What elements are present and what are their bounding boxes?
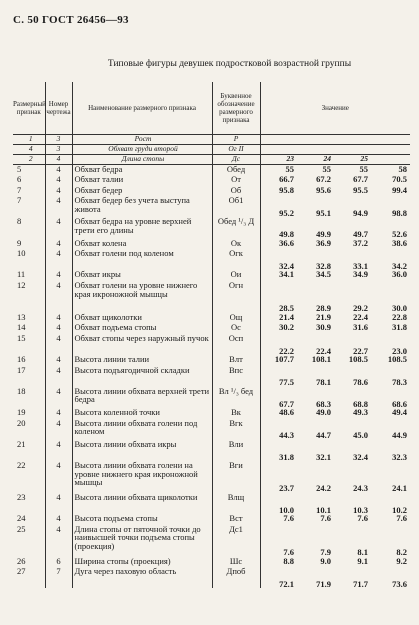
cell-value xyxy=(334,144,371,154)
cell-value: 8.2 xyxy=(396,547,407,558)
cell-value: 9.1 xyxy=(357,555,368,566)
cell-value: 78.3 xyxy=(392,377,407,388)
cell-abbr: Влщ xyxy=(212,493,260,514)
cell-drawing: 4 xyxy=(45,281,72,313)
cell-value xyxy=(260,144,297,154)
cell-value: 49.3 xyxy=(353,407,368,418)
cell-drawing: 4 xyxy=(45,514,72,525)
cell-abbr: От xyxy=(212,175,260,186)
cell-abbr: Шс xyxy=(212,557,260,568)
cell-value xyxy=(371,134,410,144)
cell-value xyxy=(371,144,410,154)
cell-value: 44.3 xyxy=(279,430,294,441)
table-row xyxy=(13,270,410,281)
table-row xyxy=(13,164,410,175)
table-row xyxy=(13,525,410,557)
cell-drawing: 4 xyxy=(45,249,72,270)
cell-value: 58 xyxy=(398,163,407,174)
cell-abbr: Обед xyxy=(212,164,260,175)
cell-value: 108.5 xyxy=(348,354,368,365)
cell-value: 95.6 xyxy=(316,184,331,195)
cell-drawing: 4 xyxy=(45,408,72,419)
measurements-table xyxy=(13,82,410,588)
cell-no: 21 xyxy=(13,440,45,461)
cell-name: Обхват колена xyxy=(72,239,212,250)
cell-name: Высота линии обхвата голени на уровне нижнего края икроножной мышцы xyxy=(72,461,212,493)
cell-value: 24.2 xyxy=(316,483,331,494)
cell-value: 98.8 xyxy=(392,207,407,218)
cell-drawing: 4 xyxy=(45,323,72,334)
cell-no: 5 xyxy=(13,164,45,175)
table-row xyxy=(13,249,410,270)
col-header-abbr: Буквенное обозначение размерного признака xyxy=(212,82,260,134)
cell-value: 32.4 xyxy=(353,451,368,462)
cell-value: 66.7 xyxy=(279,174,294,185)
cell-value: 31.8 xyxy=(279,451,294,462)
cell-value: 95.5 xyxy=(353,184,368,195)
cell-name: Высота подъема стопы xyxy=(72,514,212,525)
cell-value: 99.4 xyxy=(392,184,407,195)
cell-abbr: Об1 xyxy=(212,196,260,217)
cell-drawing: 4 xyxy=(45,164,72,175)
table-row xyxy=(13,557,410,568)
cell-value: 44.7 xyxy=(316,430,331,441)
cell-drawing: 4 xyxy=(45,355,72,366)
cell-name: Обхват голени под коленом xyxy=(72,249,212,270)
cell-name: Высота коленной точки xyxy=(72,408,212,419)
cell-value: 48.6 xyxy=(279,407,294,418)
cell-name: Высота линии обхвата верхней трети бедра xyxy=(72,387,212,408)
cell-value: 108.1 xyxy=(311,354,331,365)
cell-value: 8.1 xyxy=(357,547,368,558)
cell-no: 11 xyxy=(13,270,45,281)
cell-value: 49.9 xyxy=(316,229,331,240)
cell-abbr: Обед ¹/₃ Д xyxy=(212,217,260,238)
cell-abbr: Вгк xyxy=(212,419,260,440)
cell-value: 8.8 xyxy=(283,555,294,566)
cell-value: 7.9 xyxy=(320,547,331,558)
cell-value: 108.5 xyxy=(387,354,407,365)
cell-drawing: 4 xyxy=(45,525,72,557)
cell-value: 36.9 xyxy=(316,237,331,248)
cell-name: Обхват стопы через наружный пучок xyxy=(72,334,212,355)
cell-name: Высота линии обхвата голени под коленом xyxy=(72,419,212,440)
cell-drawing: 7 xyxy=(45,567,72,588)
cell-abbr: Огн xyxy=(212,281,260,313)
cell-abbr: Ок xyxy=(212,239,260,250)
cell-value: 67.7 xyxy=(353,174,368,185)
table-row xyxy=(13,217,410,238)
cell-value: 45.0 xyxy=(353,430,368,441)
cell-name: Обхват груди второй xyxy=(72,144,212,154)
cell-no: 8 xyxy=(13,217,45,238)
cell-value: 10.0 xyxy=(279,504,294,515)
cell-name: Длина стопы от пяточной точки до наивысшей точки подъема стопы (проекция) xyxy=(72,525,212,557)
cell-value: 36.6 xyxy=(279,237,294,248)
cell-value: 22.2 xyxy=(279,345,294,356)
cell-drawing: 4 xyxy=(45,461,72,493)
cell-drawing: 4 xyxy=(45,493,72,514)
cell-value: 23 xyxy=(260,154,297,164)
table-row xyxy=(13,567,410,588)
cell-value: 21.9 xyxy=(316,311,331,322)
cell-value xyxy=(260,134,297,144)
cell-abbr: Осп xyxy=(212,334,260,355)
cell-value: 68.8 xyxy=(353,398,368,409)
cell-abbr: Ог II xyxy=(212,144,260,154)
cell-abbr: Р xyxy=(212,134,260,144)
cell-abbr: Дс xyxy=(212,154,260,164)
cell-no: 13 xyxy=(13,313,45,324)
cell-value xyxy=(334,134,371,144)
cell-no: 7 xyxy=(13,186,45,197)
cell-abbr: Вги xyxy=(212,461,260,493)
cell-abbr: Впс xyxy=(212,366,260,387)
cell-value: 7.6 xyxy=(283,513,294,524)
cell-drawing: 4 xyxy=(45,313,72,324)
cell-drawing: 4 xyxy=(45,154,72,164)
cell-no: 23 xyxy=(13,493,45,514)
cell-no: 1 xyxy=(13,134,45,144)
table-row xyxy=(13,313,410,324)
cell-value: 44.9 xyxy=(392,430,407,441)
cell-name: Дуга через паховую область xyxy=(72,567,212,588)
cell-value xyxy=(371,154,410,164)
cell-abbr: Вл ¹/₃ бед xyxy=(212,387,260,408)
cell-value: 95.1 xyxy=(316,207,331,218)
col-header-value: Значение xyxy=(260,82,410,134)
cell-drawing: 4 xyxy=(45,366,72,387)
cell-name: Обхват бедер xyxy=(72,186,212,197)
cell-name: Обхват икры xyxy=(72,270,212,281)
cell-value: 22.8 xyxy=(392,311,407,322)
cell-value: 34.5 xyxy=(316,269,331,280)
cell-value: 29.2 xyxy=(353,303,368,314)
cell-value: 10.1 xyxy=(316,504,331,515)
cell-drawing: 4 xyxy=(45,175,72,186)
cell-value: 25 xyxy=(334,154,371,164)
col-header-name: Наименование размерного признака xyxy=(72,82,212,134)
cell-value: 34.2 xyxy=(392,260,407,271)
cell-value: 37.2 xyxy=(353,237,368,248)
cell-value: 10.2 xyxy=(392,504,407,515)
cell-no: 27 xyxy=(13,567,45,588)
cell-drawing: 4 xyxy=(45,186,72,197)
cell-value: 32.8 xyxy=(316,260,331,271)
cell-no: 15 xyxy=(13,334,45,355)
cell-value: 78.6 xyxy=(353,377,368,388)
cell-abbr: Об xyxy=(212,186,260,197)
cell-value: 22.4 xyxy=(316,345,331,356)
cell-drawing: 4 xyxy=(45,440,72,461)
cell-value: 23.7 xyxy=(279,483,294,494)
cell-drawing: 4 xyxy=(45,334,72,355)
table-row xyxy=(13,387,410,408)
cell-value: 7.6 xyxy=(283,547,294,558)
cell-value: 95.8 xyxy=(279,184,294,195)
cell-name: Обхват щиколотки xyxy=(72,313,212,324)
cell-value: 55 xyxy=(322,163,331,174)
cell-name: Рост xyxy=(72,134,212,144)
cell-value: 34.9 xyxy=(353,269,368,280)
table-row xyxy=(13,461,410,493)
cell-value: 52.6 xyxy=(392,229,407,240)
cell-drawing: 4 xyxy=(45,387,72,408)
cell-value: 30.0 xyxy=(392,303,407,314)
cell-abbr: Дпоб xyxy=(212,567,260,588)
cell-drawing: 4 xyxy=(45,217,72,238)
cell-value: 49.4 xyxy=(392,407,407,418)
table-row xyxy=(13,323,410,334)
cell-abbr: Вк xyxy=(212,408,260,419)
cell-value: 55 xyxy=(359,163,368,174)
cell-value: 49.7 xyxy=(353,229,368,240)
cell-abbr: Дс1 xyxy=(212,525,260,557)
table-row xyxy=(13,334,410,355)
cell-value: 22.4 xyxy=(353,311,368,322)
cell-drawing: 4 xyxy=(45,419,72,440)
page-header: С. 50 ГОСТ 26456—93 xyxy=(13,14,129,26)
cell-value: 68.6 xyxy=(392,398,407,409)
cell-name: Обхват бедра xyxy=(72,164,212,175)
cell-value: 32.3 xyxy=(392,451,407,462)
cell-no: 12 xyxy=(13,281,45,313)
cell-value: 71.9 xyxy=(316,578,331,589)
cell-value: 28.5 xyxy=(279,303,294,314)
table-body xyxy=(13,134,410,588)
cell-value: 7.6 xyxy=(396,513,407,524)
cell-value: 49.8 xyxy=(279,229,294,240)
table-row xyxy=(13,196,410,217)
cell-abbr: Ощ xyxy=(212,313,260,324)
col-header-no: Размерный признак xyxy=(13,82,45,134)
table-row xyxy=(13,493,410,514)
cell-drawing: 3 xyxy=(45,134,72,144)
cell-no: 7 xyxy=(13,196,45,217)
cell-value: 77.5 xyxy=(279,377,294,388)
cell-value: 24 xyxy=(297,154,334,164)
cell-value: 73.6 xyxy=(392,578,407,589)
cell-abbr: Вли xyxy=(212,440,260,461)
cell-name: Обхват подъема стопы xyxy=(72,323,212,334)
cell-value: 24.3 xyxy=(353,483,368,494)
table-row xyxy=(13,408,410,419)
cell-name: Высота подъягодичной складки xyxy=(72,366,212,387)
cell-name: Обхват бедра на уровне верхней трети его длины xyxy=(72,217,212,238)
cell-value: 32.4 xyxy=(279,260,294,271)
cell-no: 20 xyxy=(13,419,45,440)
cell-value: 23.0 xyxy=(392,345,407,356)
cell-value: 67.7 xyxy=(279,398,294,409)
cell-name: Высота линии обхвата икры xyxy=(72,440,212,461)
cell-value: 10.3 xyxy=(353,504,368,515)
table-row xyxy=(13,355,410,366)
table-row xyxy=(13,144,410,154)
cell-value xyxy=(297,134,334,144)
cell-no: 4 xyxy=(13,144,45,154)
cell-value: 28.9 xyxy=(316,303,331,314)
table-row xyxy=(13,440,410,461)
cell-value: 95.2 xyxy=(279,207,294,218)
cell-name: Длина стопы xyxy=(72,154,212,164)
cell-name: Высота линии талии xyxy=(72,355,212,366)
cell-no: 24 xyxy=(13,514,45,525)
cell-no: 10 xyxy=(13,249,45,270)
cell-abbr: Влт xyxy=(212,355,260,366)
table-row xyxy=(13,154,410,164)
cell-value: 68.3 xyxy=(316,398,331,409)
cell-value: 7.6 xyxy=(320,513,331,524)
cell-value: 67.2 xyxy=(316,174,331,185)
cell-drawing: 3 xyxy=(45,144,72,154)
cell-value xyxy=(297,144,334,154)
table-row xyxy=(13,366,410,387)
cell-value: 55 xyxy=(285,163,294,174)
cell-value: 38.6 xyxy=(392,237,407,248)
cell-value: 94.9 xyxy=(353,207,368,218)
cell-value: 34.1 xyxy=(279,269,294,280)
cell-drawing: 4 xyxy=(45,239,72,250)
cell-value: 72.1 xyxy=(279,578,294,589)
cell-value: 78.1 xyxy=(316,377,331,388)
cell-drawing: 4 xyxy=(45,196,72,217)
cell-no: 16 xyxy=(13,355,45,366)
cell-abbr: Ои xyxy=(212,270,260,281)
cell-name: Обхват бедер без учета выступа живота xyxy=(72,196,212,217)
cell-value: 30.2 xyxy=(279,322,294,333)
cell-no: 22 xyxy=(13,461,45,493)
cell-value: 36.0 xyxy=(392,269,407,280)
table-row xyxy=(13,281,410,313)
cell-no: 2 xyxy=(13,154,45,164)
table-row xyxy=(13,134,410,144)
cell-value: 49.0 xyxy=(316,407,331,418)
table-title: Типовые фигуры девушек подростковой возрастной группы xyxy=(107,59,352,69)
cell-no: 6 xyxy=(13,175,45,186)
cell-no: 18 xyxy=(13,387,45,408)
cell-no: 17 xyxy=(13,366,45,387)
cell-abbr: Огк xyxy=(212,249,260,270)
cell-no: 19 xyxy=(13,408,45,419)
cell-name: Обхват талии xyxy=(72,175,212,186)
cell-value: 31.8 xyxy=(392,322,407,333)
cell-name: Высота линии обхвата щиколотки xyxy=(72,493,212,514)
cell-abbr: Ос xyxy=(212,323,260,334)
cell-abbr: Вcт xyxy=(212,514,260,525)
cell-name: Обхват голени на уровне нижнего края икроножной мышцы xyxy=(72,281,212,313)
cell-value: 32.1 xyxy=(316,451,331,462)
cell-name: Ширина стопы (проекция) xyxy=(72,557,212,568)
cell-value: 31.6 xyxy=(353,322,368,333)
cell-no: 25 xyxy=(13,525,45,557)
table-row xyxy=(13,186,410,197)
cell-value: 9.0 xyxy=(320,555,331,566)
table-row xyxy=(13,239,410,250)
cell-drawing: 4 xyxy=(45,270,72,281)
cell-value: 21.4 xyxy=(279,311,294,322)
cell-value: 22.7 xyxy=(353,345,368,356)
cell-no: 14 xyxy=(13,323,45,334)
cell-value: 71.7 xyxy=(353,578,368,589)
cell-value: 107.7 xyxy=(274,354,294,365)
cell-value: 24.1 xyxy=(392,483,407,494)
cell-no: 26 xyxy=(13,557,45,568)
cell-value: 9.2 xyxy=(396,555,407,566)
cell-value: 30.9 xyxy=(316,322,331,333)
table-row xyxy=(13,514,410,525)
cell-value: 7.6 xyxy=(357,513,368,524)
cell-drawing: 6 xyxy=(45,557,72,568)
table-row xyxy=(13,175,410,186)
table-row xyxy=(13,419,410,440)
cell-value: 70.5 xyxy=(392,174,407,185)
cell-value: 33.1 xyxy=(353,260,368,271)
cell-no: 9 xyxy=(13,239,45,250)
col-header-drawing: Номер чертежа xyxy=(45,82,72,134)
